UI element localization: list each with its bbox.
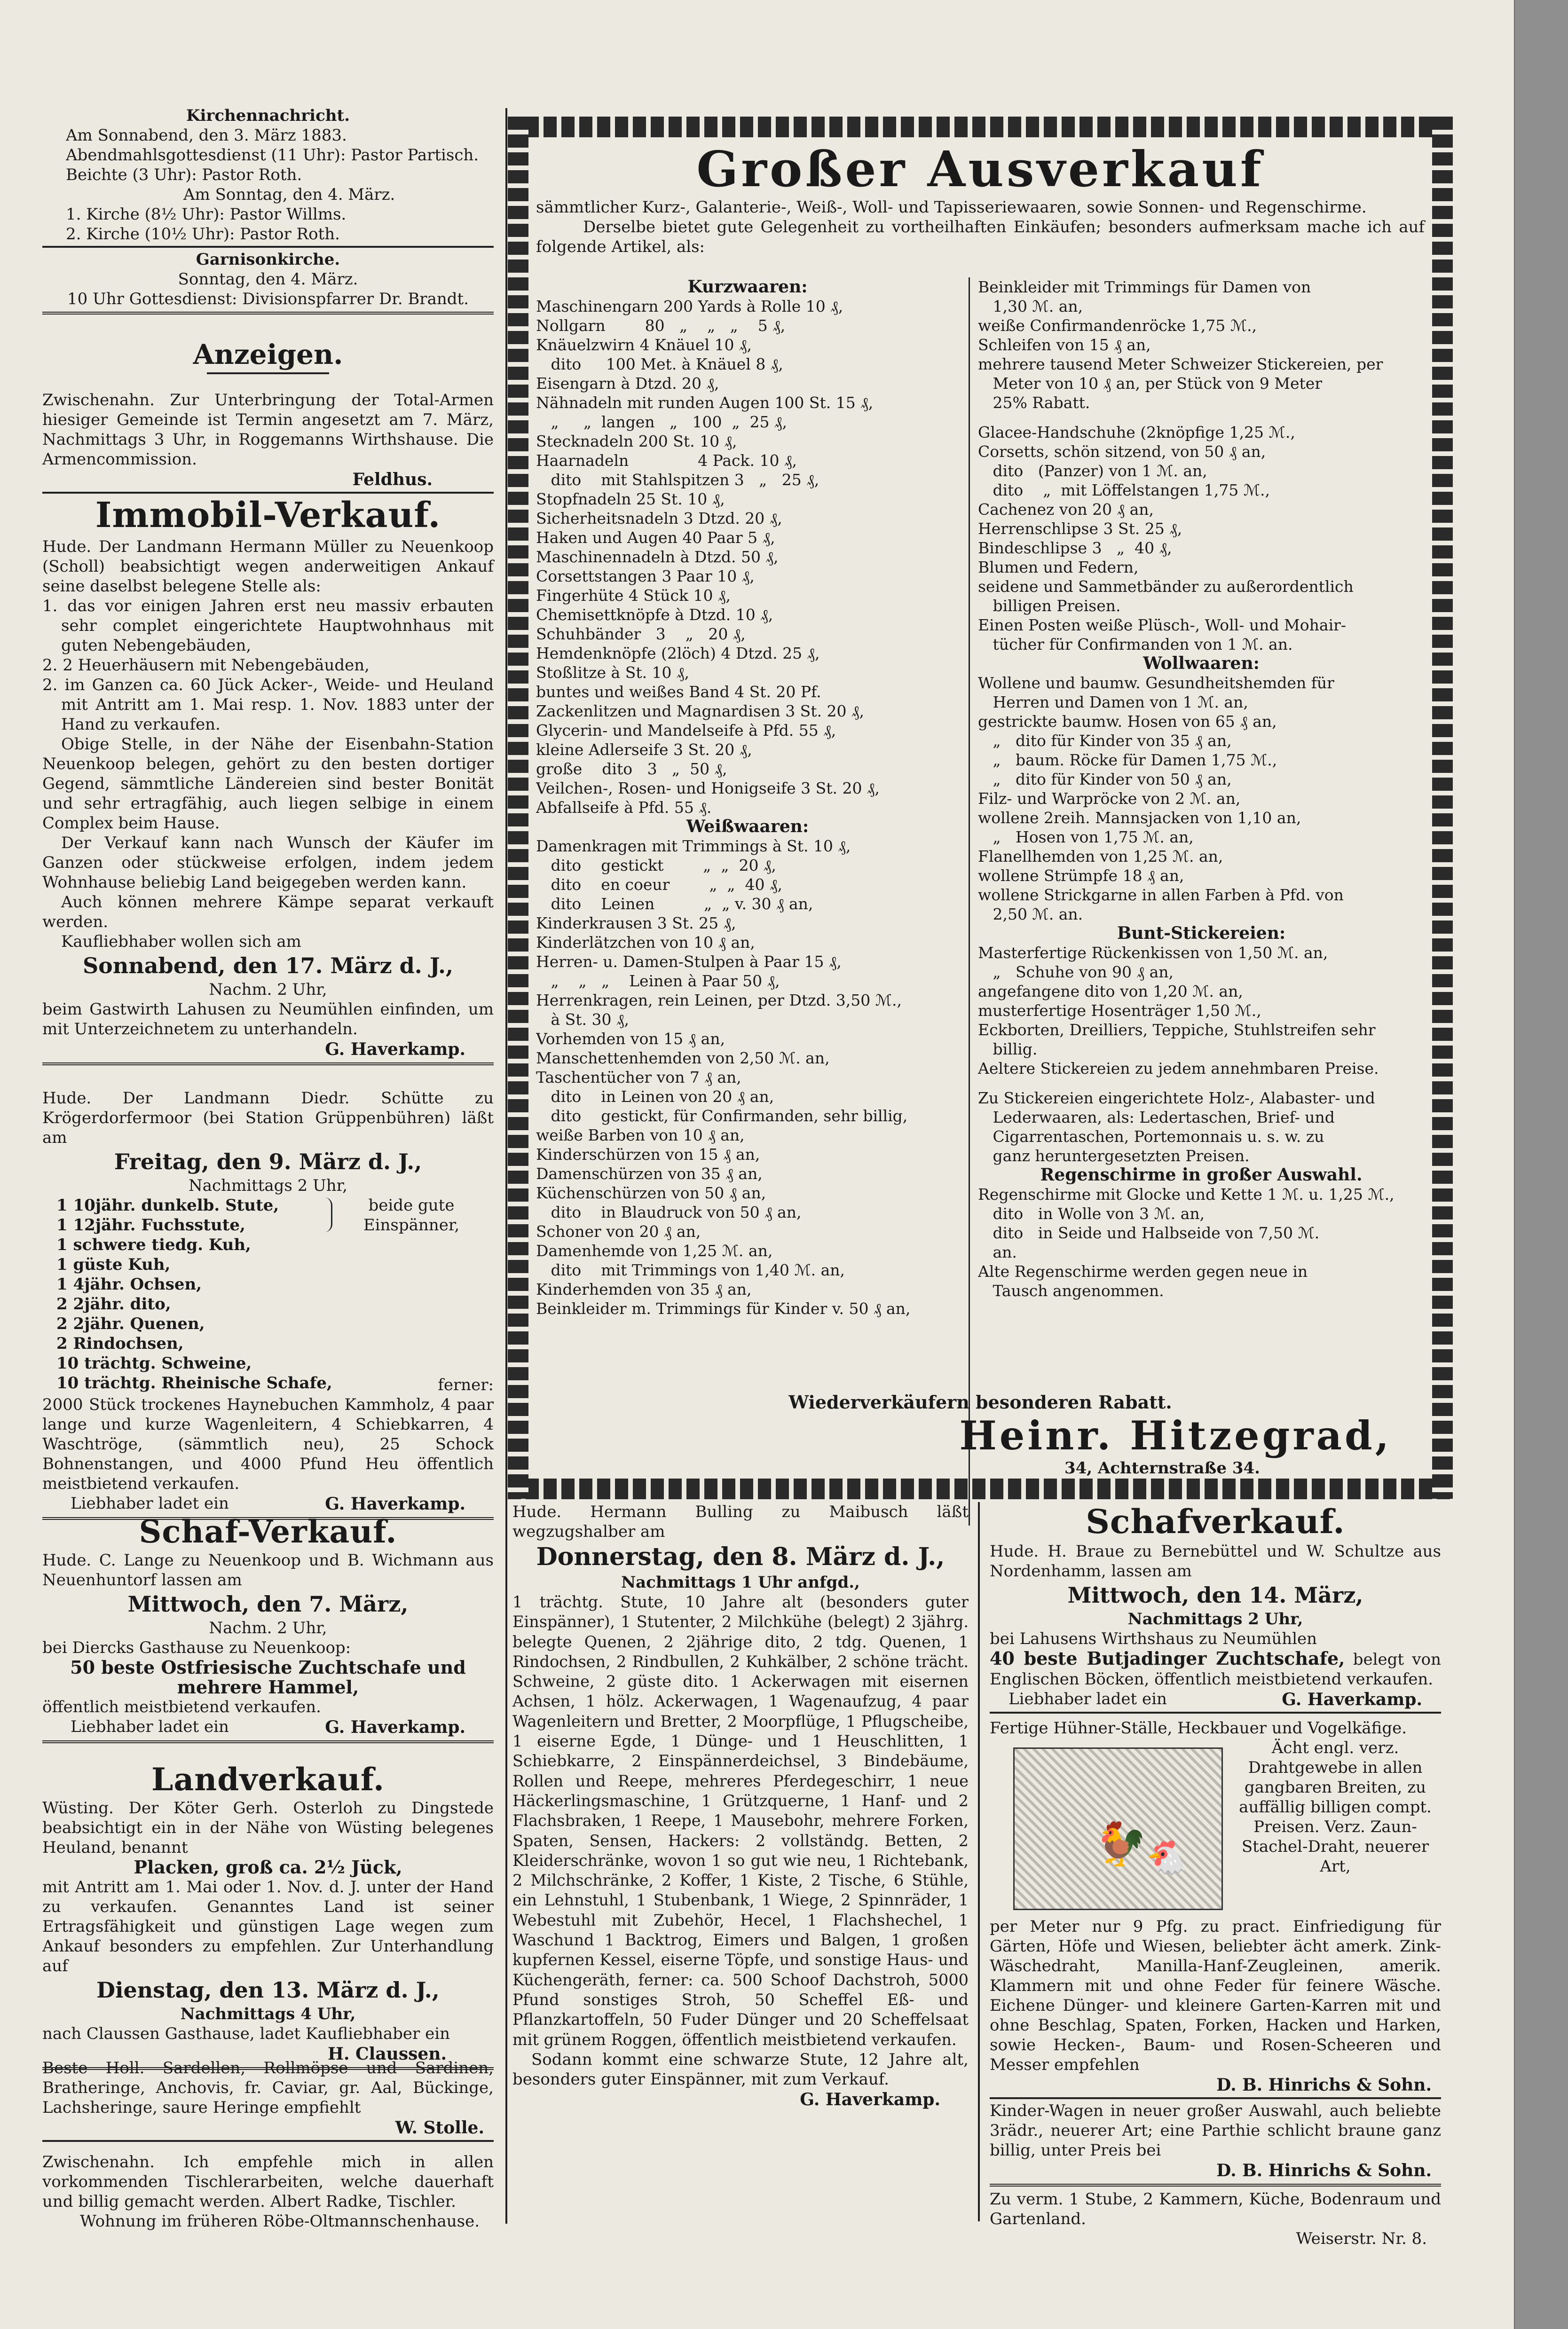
price-item: Blumen und Federn, [978, 558, 1139, 576]
ad-text: bei Diercks Gasthause zu Neuenkoop: [42, 1638, 351, 1657]
ad-goods: Placken, groß ca. 2½ Jück, [134, 1857, 402, 1878]
price-item: dito (Panzer) von 1 ℳ. an, [978, 462, 1207, 480]
price-item: Maschinengarn 200 Yards à Rolle 10 ₰, [536, 297, 843, 315]
signature: G. Haverkamp. [325, 1039, 465, 1059]
ad-date: Mittwoch, den 7. März, [127, 1591, 409, 1617]
price-item: Lederwaaren, als: Ledertaschen, Brief- und [978, 1108, 1335, 1126]
price-item: Nähnadeln mit runden Augen 100 St. 15 ₰, [536, 393, 874, 412]
price-item: dito mit Trimmings von 1,40 ℳ. an, [536, 1261, 845, 1279]
price-item: wollene Strickgarne in allen Farben à Pfd. von [978, 886, 1344, 904]
ad-time: Nachmittags 4 Uhr, [180, 2005, 356, 2023]
price-item: Corsetts, schön sitzend, von 50 ₰ an, [978, 442, 1266, 461]
price-item: musterfertige Hosenträger 1,50 ℳ., [978, 1001, 1261, 1020]
ad-goods: 50 beste Ostfriesische Zuchtschafe und mehrere Hammel, [70, 1657, 466, 1698]
ad-intro: Hude. Hermann Bulling zu Maibusch läßt wegzugshalber am [512, 1503, 969, 1541]
price-item: 2,50 ℳ. an. [978, 905, 1083, 923]
price-item: Kinderkrausen 3 St. 25 ₰, [536, 914, 736, 932]
price-item: Haarnadeln 4 Pack. 10 ₰, [536, 451, 797, 470]
price-item: Hemdenknöpfe (2löch) 4 Dtzd. 25 ₰, [536, 644, 820, 662]
price-item: „ Schuhe von 90 ₰ an, [978, 963, 1174, 981]
church-line: Beichte (3 Uhr): Pastor Roth. [66, 165, 302, 184]
price-item: dito in Blaudruck von 50 ₰ an, [536, 1203, 802, 1221]
ad-intro: Hude. C. Lange zu Neuenkoop und B. Wichmann aus Neuenhuntorf lassen am [42, 1551, 494, 1589]
divider [42, 2140, 494, 2142]
signature: G. Haverkamp. [800, 2089, 940, 2109]
price-item: Beinkleider m. Trimmings für Kinder v. 50 ₰ an, [536, 1299, 911, 1318]
price-item: wollene 2reih. Mannsjacken von 1,10 an, [978, 809, 1301, 827]
brace-note: beide gute Einspänner, [363, 1196, 460, 1235]
ad-text: Beste Holl. Sardellen, Rollmöpse und Sardinen, Bratheringe, Anchovis, fr. Caviar, gr. Aal, Bückinge, Lachsheringe, saure Heringe empfiehlt [42, 2059, 494, 2117]
price-item: Corsettstangen 3 Paar 10 ₰, [536, 567, 755, 585]
ad-title: Landverkauf. [151, 1761, 385, 1798]
ad-text: bei Lahusens Wirthshaus zu Neumühlen [990, 1629, 1317, 1648]
list-item: 1 4jähr. Ochsen, [56, 1275, 202, 1294]
ad-text: ferner: [438, 1376, 494, 1394]
price-item: Vorhemden von 15 ₰ an, [536, 1030, 725, 1048]
price-item: Chemisettknöpfe à Dtzd. 10 ₰, [536, 606, 773, 624]
notice-zwischenahn [42, 390, 494, 496]
list-item: 2 2jähr. Quenen, [56, 1314, 205, 1333]
ad-text: per Meter nur 9 Pfg. zu pract. Einfriedigung für Gärten, Höfe und Wiesen, beliebter ächt amerk. Zink-Wäschedraht, Manilla-Hanf-Zeugleinen, amerik. Klammern mit und ohne Feder für feinere Wäsche. Eichene Dünger- und kleinere Garten-Karren mit und ohne Beschlag, Spaten, Forken, Hacken und Harken, sowie Hecken-, Baum- und Rosen-Scheeren und Messer empfehlen [990, 1917, 1441, 2074]
price-item: „ dito für Kinder von 35 ₰ an, [978, 732, 1232, 750]
ad-text: Obige Stelle, in der Nähe der Eisenbahn-Station Neuenkoop belegen, gehört zu den besten dortiger Gegend, sämmtliche Ländereien sind bester Bonität und sehr ertragfähig, auch liegen selbige in einem Complex beim Hause. [42, 735, 494, 833]
ad-intro: sämmtlicher Kurz-, Galanterie-, Weiß-, Woll- und Tapisseriewaaren, sowie Sonnen- und Regenschirme. [536, 198, 1367, 217]
ausverkauf-footer [536, 1392, 1425, 1478]
list-item: 2 Rindochsen, [56, 1334, 184, 1353]
list-item: 10 trächtg. Schweine, [56, 1354, 252, 1373]
price-item: Stecknadeln 200 St. 10 ₰, [536, 432, 737, 450]
price-item: Schleifen von 15 ₰ an, [978, 336, 1151, 354]
ad-intro: Fertige Hühner-Ställe, Heckbauer und Vogelkäfige. [990, 1719, 1407, 1738]
price-item: Beinkleider mit Trimmings für Damen von [978, 278, 1311, 296]
signature: W. Stolle. [395, 2118, 484, 2138]
price-item: Cachenez von 20 ₰ an, [978, 500, 1154, 519]
price-item: Abfallseife à Pfd. 55 ₰. [536, 798, 712, 817]
ad-title: Großer Ausverkauf [696, 140, 1264, 198]
price-item: dito in Wolle von 3 ℳ. an, [978, 1204, 1205, 1223]
ad-text: 2000 Stück trockenes Haynebuchen Kammholz, 4 paar lange und kurze Wagenleitern, 4 Schiebkarren, 4 Waschtröge, (sämmtlich neu), 25 Schock Bohnenstangen, und 4000 Pfund Heu öffentlich meistbietend verkaufen. [42, 1395, 494, 1493]
ad-time: Nachmittags 1 Uhr anfgd., [621, 1573, 860, 1592]
divider [990, 1712, 1441, 1714]
price-item: 1,30 ℳ. an, [978, 297, 1083, 315]
price-item: Knäuelzwirn 4 Knäuel 10 ₰, [536, 336, 752, 354]
price-item: buntes und weißes Band 4 St. 20 Pf. [536, 683, 821, 701]
price-item: dito en coeur „ „ 40 ₰, [536, 875, 782, 894]
price-item: Kinderlätzchen von 10 ₰ an, [536, 933, 755, 952]
price-item: à St. 30 ₰, [536, 1010, 629, 1029]
price-item: Nollgarn 80 „ „ „ 5 ₰, [536, 316, 786, 335]
church-line: Abendmahlsgottesdienst (11 Uhr): Pastor Partisch. [66, 146, 479, 165]
church-lines [42, 126, 494, 244]
price-item: Masterfertige Rückenkissen von 1,50 ℳ. an, [978, 944, 1328, 962]
price-item: Glycerin- und Mandelseife à Pfd. 55 ₰, [536, 721, 836, 740]
price-item: Sicherheitsnadeln 3 Dtzd. 20 ₰, [536, 509, 782, 527]
section-heading: Wollwaaren: [1143, 653, 1260, 673]
church-line: Am Sonntag, den 4. März. [183, 185, 395, 204]
signature: G. Haverkamp. [1282, 1690, 1422, 1709]
price-item: Cigarrentaschen, Portemonnais u. s. w. zu [978, 1127, 1324, 1146]
price-item: Meter von 10 ₰ an, per Stück von 9 Meter [978, 374, 1323, 393]
list-item: 1 güste Kuh, [56, 1255, 171, 1274]
signature-row [42, 1494, 494, 1514]
price-item: Manschettenhemden von 2,50 ℳ. an, [536, 1049, 830, 1067]
section-heading: Weißwaaren: [686, 817, 809, 836]
ad-intro: Hude. H. Braue zu Bernebüttel und W. Schultze aus Nordenhamm, lassen am [990, 1542, 1441, 1581]
divider [42, 312, 494, 315]
price-item: seidene und Sammetbänder zu außerordentlich [978, 577, 1354, 596]
church-line: 1. Kirche (8½ Uhr): Pastor Willms. [66, 205, 347, 224]
ad-time: Nachmittags 2 Uhr, [1127, 1610, 1303, 1629]
ad-title: Schaf-Verkauf. [139, 1513, 397, 1550]
list-item: 1 10jähr. dunkelb. Stute, [56, 1196, 279, 1215]
price-item: dito in Leinen von 20 ₰ an, [536, 1087, 774, 1106]
church-notice [42, 106, 494, 317]
divider [990, 2184, 1441, 2187]
ad-text: mit Antritt am 1. Mai oder 1. Nov. d. J. unter der Hand zu verkaufen. Genanntes Land ist seiner Ertragsfähigkeit und günstigen Lage wegen zum Ankauf besonders zu empfehlen. Zur Unterhandlung auf [42, 1878, 494, 1975]
price-item: „ Hosen von 1,75 ℳ. an, [978, 828, 1194, 846]
price-item: Damenschürzen von 35 ₰ an, [536, 1164, 763, 1183]
signature-row [42, 1717, 494, 1738]
price-item: angefangene dito von 1,20 ℳ. an, [978, 982, 1243, 1000]
price-item: billigen Preisen. [978, 597, 1121, 615]
bird-cage-illustration [1013, 1747, 1223, 1910]
price-item: Bindeschlipse 3 „ 40 ₰, [978, 539, 1172, 557]
divider [990, 2097, 1441, 2099]
price-item: wollene Strümpfe 18 ₰ an, [978, 866, 1184, 885]
ad-schafverkauf [990, 1502, 1441, 1715]
border-left [508, 117, 528, 1499]
ad-text: Kinder-Wagen in neuer großer Auswahl, auch beliebte 3rädr., neuerer Art; eine Parthie schlicht braune ganz billig, unter Preis bei [990, 2101, 1441, 2160]
signature: G. Haverkamp. [325, 1494, 465, 1514]
ad-text: öffentlich meistbietend verkaufen. [42, 1698, 321, 1716]
hen-icon: 🐔 [1146, 1838, 1188, 1877]
price-item: Regenschirme mit Glocke und Kette 1 ℳ. u. 1,25 ℳ., [978, 1185, 1395, 1204]
divider [42, 246, 494, 248]
ad-text: beim Gastwirth Lahusen zu Neumühlen einfinden, um mit Unterzeichnetem zu unterhandeln. [42, 1000, 494, 1039]
ad-text: Liebhaber ladet ein [71, 1717, 229, 1736]
ads-title: Anzeigen. [193, 338, 343, 370]
signature: D. B. Hinrichs & Sohn. [1216, 2075, 1432, 2095]
price-item: Flanellhemden von 1,25 ℳ. an, [978, 847, 1223, 866]
signature-row [990, 1689, 1441, 1710]
price-item: Einen Posten weiße Plüsch-, Woll- und Mohair- [978, 616, 1347, 634]
ad-immobil [42, 494, 494, 1068]
price-item: Stopfnadeln 25 St. 10 ₰, [536, 490, 725, 508]
price-item: Tausch angenommen. [978, 1282, 1164, 1300]
column-rule [978, 1502, 980, 2221]
border-right [1432, 117, 1453, 1499]
border-bottom [508, 1479, 1453, 1499]
price-item: kleine Adlerseife 3 St. 20 ₰, [536, 740, 752, 759]
ad-text: Wohnung im früheren Röbe-Oltmannschenhause. [80, 2212, 480, 2231]
price-item: 25% Rabatt. [978, 393, 1090, 412]
price-item: Maschinennadeln à Dtzd. 50 ₰, [536, 548, 779, 566]
items-right-column [978, 277, 1425, 1300]
ad-hinrichs [990, 1718, 1441, 2249]
price-item: dito gestickt, für Confirmanden, sehr billig, [536, 1107, 908, 1125]
ad-date: Sonnabend, den 17. März d. J., [82, 953, 454, 978]
price-item: ganz heruntergesetzten Preisen. [978, 1147, 1250, 1165]
ad-text: Liebhaber ladet ein [71, 1494, 229, 1513]
list-item: 1 12jähr. Fuchsstute, [56, 1216, 245, 1235]
ad-time: Nachm. 2 Uhr, [209, 1619, 327, 1637]
price-item: Veilchen-, Rosen- und Honigseife 3 St. 20 ₰, [536, 779, 880, 797]
ad-stolle [42, 2058, 494, 2144]
ad-item: 1. das vor einigen Jahren erst neu massiv erbauten sehr complet eingerichtete Hauptwohnhaus mit guten Nebengebäuden, [42, 597, 494, 655]
firm-name: Heinr. Hitzegrad, [959, 1412, 1392, 1459]
notice-text: Zwischenahn. Zur Unterbringung der Total-Armen hiesiger Gemeinde ist Termin angesetzt am 7. März, Nachmittags 3 Uhr, in Roggemanns Wirthshause. Die Armencommission. [42, 391, 494, 469]
price-item: Stoßlitze à St. 10 ₰, [536, 663, 690, 682]
items-left-column [536, 277, 959, 1318]
ad-date: Mittwoch, den 14. März, [1067, 1582, 1363, 1608]
price-item: große dito 3 „ 50 ₰, [536, 760, 727, 778]
ad-text: Kaufliebhaber wollen sich am [61, 932, 301, 951]
garrison-line: 10 Uhr Gottesdienst: Divisionspfarrer Dr. Brandt. [67, 290, 469, 308]
price-item: Schuhbänder 3 „ 20 ₰, [536, 625, 746, 643]
rabatt-note: Wiederverkäufern besonderen Rabatt. [788, 1392, 1172, 1413]
price-item: billig. [978, 1040, 1038, 1058]
ad-text: Zu verm. 1 Stube, 2 Kammern, Küche, Bodenraum und Gartenland. [990, 2190, 1441, 2228]
price-item: an. [978, 1243, 1017, 1261]
price-item: Fingerhüte 4 Stück 10 ₰, [536, 586, 731, 605]
ad-date: Freitag, den 9. März d. J., [114, 1149, 422, 1174]
ad-land [42, 1761, 494, 2073]
ad-time: Nachmittags 2 Uhr, [188, 1176, 347, 1195]
price-item: „ „ langen „ 100 „ 25 ₰, [536, 413, 788, 431]
ad-ausverkauf [536, 140, 1425, 1478]
ads-heading [42, 338, 494, 375]
ad-date: Dienstag, den 13. März d. J., [96, 1977, 440, 2003]
ad-text: Sodann kommt eine schwarze Stute, 12 Jahre alt, besonders guter Einspänner, mit zum Verkauf. [512, 2050, 969, 2089]
price-item: weiße Confirmandenröcke 1,75 ℳ., [978, 316, 1257, 335]
price-item: Aeltere Stickereien zu jedem annehmbaren Preise. [978, 1059, 1379, 1078]
ad-text: 1 trächtg. Stute, 10 Jahre alt (besonders guter Einspänner), 1 Stutenter, 2 Milchkühe (belegt) 2 3jährg. belegte Quenen, 2 2jährige dito, 2 tdg. Quenen, 1 Rindochsen, 2 Rindbullen, 2 Kuhkälber, 2 schöne trächt. Schweine, 2 güste dito. 1 Ackerwagen mit eisernen Achsen, 1 hölz. Ackerwagen, 1 Wagenaufzug, 4 paar Wagenleitern und Bretter, 2 Moorpflüge, 1 Pflugscheibe, 1 eiserne Egde, 1 Dünge- und 1 Heuschlitten, 1 Schiebkarre, 2 Einspännerdeichsel, 3 Bindebäume, Rollen und Reepe, mehreres Pferdegeschirr, 1 neue Häckerlingsmaschine, 1 Grützquerne, 1 Hanf- und 2 Flachsbraken, 1 Reepe, 1 Mausebohr, mehrere Forken, Spaten, Sensen, Hackers: 2 vollständg. Betten, 2 Kleiderschränke, wovon 1 so gut wie neu, 1 Richtebank, 2 Milchschränke, 2 Koffer, 1 Kiste, 2 Tische, 6 Stühle, ein Lehnstuhl, 1 Stubenbank, 1 Wiege, 2 Spinnräder, 1 Webestuhl mit Zubehör, Hecel, 1 Flachshechel, 1 Waschund 1 Backtrog, Eimers und Balgen, 1 großen kupfernen Kessel, eiserne Töpfe, und sonstige Haus- und Küchengeräth, ferner: ca. 500 Schoof Dachstroh, 5000 Pfund sonstiges Stroh, 50 Scheffel Eß- und Pflanzkartoffeln, 50 Fuder Dünger und 20 Scheffelsaat mit grünem Roggen, öffentlich meistbietend verkaufen. [512, 1593, 969, 2049]
section-heading: Regenschirme in großer Auswahl. [1040, 1165, 1363, 1185]
price-item: Herrenkragen, rein Leinen, per Dtzd. 3,50 ℳ., [536, 991, 902, 1009]
border-top [508, 117, 1453, 137]
list-item: 10 trächtg. Rheinische Schafe, [56, 1374, 332, 1393]
price-item: Damenhemde von 1,25 ℳ. an, [536, 1242, 773, 1260]
ad-text: Liebhaber ladet ein [1009, 1690, 1167, 1708]
spacer [978, 412, 1425, 423]
price-item: tücher für Confirmanden von 1 ℳ. an. [978, 635, 1293, 653]
list-item: 2 2jähr. dito, [56, 1295, 171, 1314]
ad-text: nach Claussen Gasthause, ladet Kaufliebhaber ein [42, 2024, 450, 2043]
ad-intro: Derselbe bietet gute Gelegenheit zu vortheilhaften Einkäufen; besonders aufmerksam mache ich auf folgende Artikel, als: [536, 218, 1425, 256]
price-item: Küchenschürzen von 50 ₰ an, [536, 1184, 766, 1202]
price-item: Haken und Augen 40 Paar 5 ₰, [536, 528, 775, 547]
inner-column-rule [969, 277, 970, 1526]
ad-text: Ächt engl. verz. Drahtgewebe in allen gangbaren Breiten, zu auffällig billigen compt. Preisen. Verz. Zaun-Stachel-Draht, neuerer Art, [1239, 1739, 1432, 1876]
price-item: Herren und Damen von 1 ℳ. an, [978, 693, 1248, 711]
ad-radke [42, 2152, 494, 2231]
price-item: Zu Stickereien eingerichtete Holz-, Alabaster- und [978, 1089, 1375, 1107]
ad-schuette [42, 1088, 494, 1523]
ad-intro: Hude. Der Landmann Hermann Müller zu Neuenkoop (Scholl) beabsichtigt wegen anderweitigen Ankauf seine daselbst belegene Stelle als: [42, 537, 494, 596]
cage-row [990, 1738, 1441, 1917]
price-item: Alte Regenschirme werden gegen neue in [978, 1262, 1308, 1281]
ad-intro: Hude. Der Landmann Diedr. Schütte zu Krögerdorfermoor (bei Station Grüppenbühren) läßt am [42, 1089, 494, 1147]
ad-text: Weiserstr. Nr. 8. [1296, 2229, 1427, 2248]
price-item: dito in Seide und Halbseide von 7,50 ℳ. [978, 1224, 1320, 1242]
section-heading: Kurzwaaren: [687, 277, 808, 297]
ad-schaf [42, 1513, 494, 1746]
price-item: „ „ „ Leinen à Paar 50 ₰, [536, 972, 780, 990]
ad-item: 2. 2 Heuerhäusern mit Nebengebäuden, [42, 656, 370, 675]
price-item: Glacee-Handschuhe (2knöpfige 1,25 ℳ., [978, 423, 1295, 441]
ad-text: Der Verkauf kann nach Wunsch der Käufer im Ganzen oder stückweise erfolgen, indem jedem Wohnhause beliebig Land beigegeben werden kann. [42, 834, 494, 892]
list-item: 1 schwere tiedg. Kuh, [56, 1235, 251, 1254]
price-item: Wollene und baumw. Gesundheitshemden für [978, 674, 1334, 692]
spacer [978, 1078, 1425, 1088]
signature: Feldhus. [352, 470, 433, 489]
livestock-list [42, 1196, 494, 1395]
price-item: dito mit Stahlspitzen 3 „ 25 ₰, [536, 471, 819, 489]
church-line: Am Sonnabend, den 3. März 1883. [66, 126, 347, 145]
church-line: 2. Kirche (10½ Uhr): Pastor Roth. [66, 225, 340, 244]
price-item: Taschentücher von 7 ₰ an, [536, 1068, 741, 1086]
garrison-line: Sonntag, den 4. März. [178, 270, 358, 289]
signature: H. Claussen. [327, 2044, 447, 2064]
ad-title: Schafverkauf. [1086, 1502, 1345, 1541]
price-item: „ dito für Kinder von 50 ₰ an, [978, 770, 1232, 788]
ad-goods: 40 beste Butjadinger Zuchtschafe, [990, 1648, 1345, 1669]
signature: D. B. Hinrichs & Sohn. [1216, 2161, 1432, 2180]
firm-address: 34, Achternstraße 34. [1064, 1459, 1260, 1478]
price-item: Kinderschürzen von 15 ₰ an, [536, 1145, 760, 1164]
price-item: Damenkragen mit Trimmings à St. 10 ₰, [536, 837, 851, 855]
ad-intro: Wüsting. Der Köter Gerh. Osterloh zu Dingstede beabsichtigt ein in der Nähe von Wüsting belegenes Heuland, benannt [42, 1799, 494, 1857]
price-item: Herrenschlipse 3 St. 25 ₰, [978, 519, 1182, 538]
ad-time: Nachm. 2 Uhr, [209, 980, 327, 999]
brace [324, 1197, 332, 1232]
ad-title: Immobil-Verkauf. [95, 495, 441, 535]
price-item: „ baum. Röcke für Damen 1,75 ℳ., [978, 751, 1277, 769]
price-item: dito Leinen „ „ v. 30 ₰ an, [536, 895, 813, 913]
ad-item: 2. im Ganzen ca. 60 Jück Acker-, Weide- und Heuland mit Antritt am 1. Mai resp. 1. Nov. 1883 unter der Hand zu verkaufen. [42, 676, 494, 734]
price-item: dito gestickt „ „ 20 ₰, [536, 856, 776, 874]
ad-text: Zwischenahn. Ich empfehle mich in allen vorkommenden Tischlerarbeiten, welche dauerhaft und billig gemacht werden. Albert Radke, Tischler. [42, 2153, 494, 2211]
divider [42, 1740, 494, 1743]
price-item: Herren- u. Damen-Stulpen à Paar 15 ₰, [536, 952, 842, 971]
signature: G. Haverkamp. [325, 1717, 465, 1737]
price-item: Kinderhemden von 35 ₰ an, [536, 1280, 752, 1298]
column-rule [505, 108, 507, 2224]
price-item: Filz- und Warpröcke von 2 ℳ. an, [978, 789, 1241, 808]
garrison-church-title: Garnisonkirche. [196, 250, 340, 269]
ad-date: Donnerstag, den 8. März d. J., [536, 1542, 945, 1571]
price-item: Eckborten, Dreilliers, Teppiche, Stuhlstreifen sehr [978, 1021, 1376, 1039]
price-item: Eisengarn à Dtzd. 20 ₰, [536, 374, 719, 393]
price-item: dito 100 Met. à Knäuel 8 ₰, [536, 355, 783, 373]
rooster-icon: 🐓 [1095, 1819, 1148, 1869]
divider [42, 1062, 494, 1065]
church-title: Kirchennachricht. [186, 106, 350, 125]
section-heading: Bunt-Stickereien: [1117, 923, 1286, 943]
price-item: gestrickte baumw. Hosen von 65 ₰ an, [978, 712, 1277, 731]
price-item: weiße Barben von 10 ₰ an, [536, 1126, 745, 1144]
ad-text: Auch können mehrere Kämpe separat verkauft werden. [42, 893, 494, 931]
divider [207, 372, 329, 374]
ad-text: belegt von Englischen Böcken, öffentlich meistbietend verkaufen. [990, 1650, 1441, 1689]
price-item: Zackenlitzen und Magnardisen 3 St. 20 ₰, [536, 702, 864, 720]
ad-bulling [512, 1502, 969, 2110]
price-item: dito „ mit Löffelstangen 1,75 ℳ., [978, 481, 1270, 499]
price-item: Schoner von 20 ₰ an, [536, 1222, 701, 1241]
price-item: mehrere tausend Meter Schweizer Stickereien, per [978, 355, 1383, 373]
